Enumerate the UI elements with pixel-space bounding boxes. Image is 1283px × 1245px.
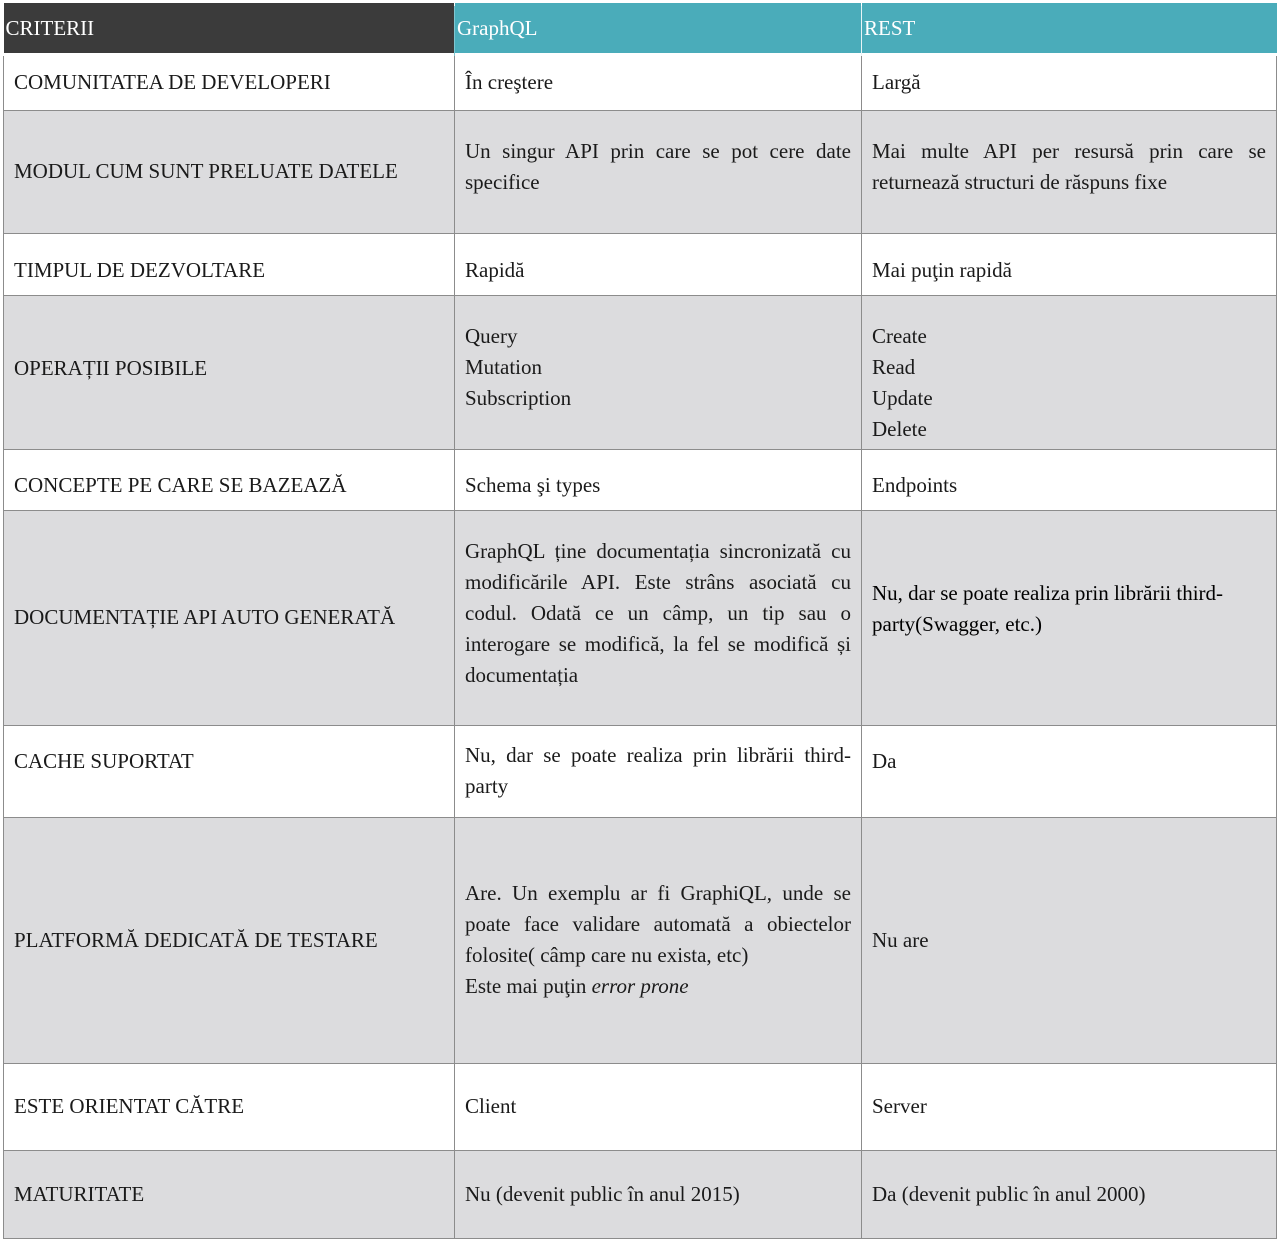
graphql-cell: Un singur API prin care se pot cere date specifice [455,110,862,233]
rest-cell: Server [862,1063,1277,1150]
table-row [4,817,1277,1063]
testing-platform-note [465,971,851,1002]
criterion-cell: ESTE ORIENTAT CĂTRE [4,1063,455,1150]
header-rest: REST [862,3,1277,53]
operation-item: Query [465,323,518,348]
operation-item: Delete [872,416,927,441]
criterion-cell: DOCUMENTAȚIE API AUTO GENERATĂ [4,510,455,725]
rest-cell: Mai multe API per resursă prin care se returnează structuri de răspuns fixe [862,110,1277,233]
testing-platform-text: Are. Un exemplu ar fi GraphiQL, unde se poate face validare automată a obiectelor folosite( câmp care nu exista, etc) [465,881,851,967]
operation-item: Create [872,323,927,348]
rest-cell: Da [862,725,1277,817]
rest-cell: Nu are [862,817,1277,1063]
table-row [4,725,1277,817]
operation-item: Mutation [465,354,542,379]
note-emphasis: error prone [591,974,689,998]
rest-cell: Nu, dar se poate realiza prin librării third-party(Swagger, etc.) [862,510,1277,725]
graphql-cell: Client [455,1063,862,1150]
criterion-cell: CACHE SUPORTAT [4,725,455,817]
graphql-cell: Nu, dar se poate realiza prin librării third-party [455,725,862,817]
rest-cell [862,295,1277,449]
graphql-cell: Rapidă [455,233,862,295]
rest-cell: Da (devenit public în anul 2000) [862,1150,1277,1238]
graphql-cell: GraphQL ține documentația sincronizată cu modificările API. Este strâns asociată cu codul. Odată ce un câmp, un tip sau o interogare se modifică, la fel se modifică și documentația [455,510,862,725]
header-graphql: GraphQL [455,3,862,53]
rest-cell: Endpoints [862,449,1277,510]
criterion-cell: OPERAȚII POSIBILE [4,295,455,449]
criterion-cell: MODUL CUM SUNT PRELUATE DATELE [4,110,455,233]
table-row [4,295,1277,449]
rest-cell: Largă [862,56,1277,110]
header-criterii: CRITERII [4,3,455,53]
table-row [4,449,1277,510]
header-row [4,6,1277,56]
table-row [4,56,1277,110]
rest-cell: Mai puţin rapidă [862,233,1277,295]
note-prefix: Este mai puţin [465,974,592,998]
criterion-cell: COMUNITATEA DE DEVELOPERI [4,56,455,110]
table-row [4,1063,1277,1150]
graphql-cell: Schema şi types [455,449,862,510]
table-row [4,233,1277,295]
criterion-cell: MATURITATE [4,1150,455,1238]
table-row [4,110,1277,233]
criterion-cell: CONCEPTE PE CARE SE BAZEAZĂ [4,449,455,510]
criterion-cell: TIMPUL DE DEZVOLTARE [4,233,455,295]
criterion-cell: PLATFORMĂ DEDICATĂ DE TESTARE [4,817,455,1063]
graphql-cell: În creştere [455,56,862,110]
table-row [4,510,1277,725]
comparison-table [3,6,1277,1239]
operation-item: Update [872,385,933,410]
table-row [4,1150,1277,1238]
graphql-cell: Nu (devenit public în anul 2015) [455,1150,862,1238]
graphql-cell [455,295,862,449]
operation-item: Read [872,354,916,379]
operation-item: Subscription [465,385,572,410]
graphql-cell [455,817,862,1063]
